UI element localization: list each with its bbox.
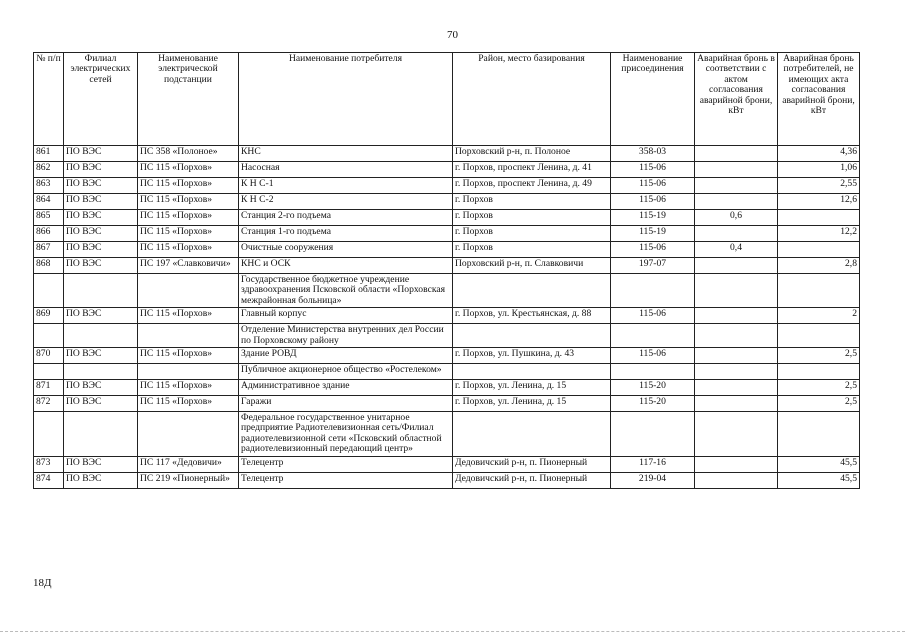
cell-without-act: 2,5	[778, 380, 860, 396]
cell-consumer: К Н С-1	[239, 178, 453, 194]
cell-without-act: 2,55	[778, 178, 860, 194]
cell-with-act	[695, 348, 778, 364]
cell-num: 869	[34, 308, 64, 324]
table-row	[34, 162, 860, 178]
cell-without-act: 2,8	[778, 258, 860, 274]
cell-district: г. Порхов	[453, 226, 611, 242]
cell-branch	[64, 324, 138, 348]
table-row	[34, 210, 860, 226]
table-header-row	[34, 53, 860, 146]
cell-consumer: КНС	[239, 146, 453, 162]
table-row	[34, 412, 860, 457]
cell-substation: ПС 197 «Славковичи»	[138, 258, 239, 274]
cell-num: 872	[34, 396, 64, 412]
cell-connection: 197-07	[611, 258, 695, 274]
cell-substation	[138, 324, 239, 348]
cell-branch: ПО ВЭС	[64, 258, 138, 274]
cell-without-act: 12,6	[778, 194, 860, 210]
cell-connection: 115-19	[611, 210, 695, 226]
cell-branch: ПО ВЭС	[64, 380, 138, 396]
cell-num: 863	[34, 178, 64, 194]
cell-substation: ПС 115 «Порхов»	[138, 396, 239, 412]
cell-substation: ПС 358 «Полоное»	[138, 146, 239, 162]
header-connection: Наименование присоединения	[611, 53, 695, 146]
cell-with-act	[695, 308, 778, 324]
header-with-act: Аварийная бронь в соответствии с актом согласования аварийной брони, кВт	[695, 53, 778, 146]
cell-substation: ПС 115 «Порхов»	[138, 194, 239, 210]
cell-district	[453, 412, 611, 457]
cell-district: г. Порхов, ул. Ленина, д. 15	[453, 380, 611, 396]
cell-with-act	[695, 162, 778, 178]
cell-district: г. Порхов	[453, 242, 611, 258]
cell-district: г. Порхов	[453, 210, 611, 226]
cell-with-act	[695, 194, 778, 210]
cell-connection: 115-06	[611, 162, 695, 178]
cell-consumer: Станция 1-го подъема	[239, 226, 453, 242]
cell-substation: ПС 115 «Порхов»	[138, 348, 239, 364]
cell-without-act	[778, 412, 860, 457]
cell-with-act	[695, 472, 778, 488]
cell-district: Дедовичский р-н, п. Пионерный	[453, 456, 611, 472]
cell-consumer: КНС и ОСК	[239, 258, 453, 274]
cell-branch: ПО ВЭС	[64, 226, 138, 242]
table-body	[34, 146, 860, 489]
cell-consumer: Очистные сооружения	[239, 242, 453, 258]
cell-district: г. Порхов	[453, 194, 611, 210]
cell-consumer: Телецентр	[239, 456, 453, 472]
cell-with-act	[695, 226, 778, 242]
header-branch: Филиал электрических сетей	[64, 53, 138, 146]
cell-connection	[611, 364, 695, 380]
cell-without-act	[778, 274, 860, 308]
cell-num: 874	[34, 472, 64, 488]
header-substation: Наименование электрической подстанции	[138, 53, 239, 146]
table-row	[34, 472, 860, 488]
table-row	[34, 178, 860, 194]
cell-without-act: 1,06	[778, 162, 860, 178]
cell-substation: ПС 115 «Порхов»	[138, 226, 239, 242]
cell-without-act	[778, 364, 860, 380]
header-without-act: Аварийная бронь потребителей, не имеющих акта согласования аварийной брони, кВт	[778, 53, 860, 146]
cell-with-act	[695, 178, 778, 194]
table-row	[34, 348, 860, 364]
cell-branch: ПО ВЭС	[64, 308, 138, 324]
cell-connection: 115-20	[611, 380, 695, 396]
scan-edge-line	[0, 631, 905, 633]
cell-consumer: Государственное бюджетное учреждение здравоохранения Псковской области «Порховская межрайонная больница»	[239, 274, 453, 308]
header-district: Район, место базирования	[453, 53, 611, 146]
cell-substation: ПС 115 «Порхов»	[138, 178, 239, 194]
cell-branch: ПО ВЭС	[64, 210, 138, 226]
table-row	[34, 194, 860, 210]
cell-num: 861	[34, 146, 64, 162]
cell-district: г. Порхов, ул. Ленина, д. 15	[453, 396, 611, 412]
cell-branch: ПО ВЭС	[64, 242, 138, 258]
emergency-reserve-table	[33, 52, 860, 489]
cell-with-act	[695, 364, 778, 380]
cell-with-act	[695, 274, 778, 308]
cell-connection: 115-06	[611, 308, 695, 324]
cell-without-act: 2,5	[778, 396, 860, 412]
cell-substation: ПС 115 «Порхов»	[138, 242, 239, 258]
footer-code: 18Д	[33, 577, 52, 589]
cell-without-act	[778, 210, 860, 226]
cell-num: 871	[34, 380, 64, 396]
cell-district: г. Порхов, проспект Ленина, д. 41	[453, 162, 611, 178]
cell-consumer: Федеральное государственное унитарное предприятие Радиотелевизионная сеть/Филиал радиотелевизионной сети «Псковский областной радиотелевизионный передающий центр»	[239, 412, 453, 457]
table-row	[34, 258, 860, 274]
cell-num: 864	[34, 194, 64, 210]
cell-district: Порховский р-н, п. Полоное	[453, 146, 611, 162]
cell-connection	[611, 324, 695, 348]
cell-branch: ПО ВЭС	[64, 348, 138, 364]
cell-district	[453, 324, 611, 348]
cell-consumer: Станция 2-го подъема	[239, 210, 453, 226]
cell-substation: ПС 115 «Порхов»	[138, 380, 239, 396]
cell-num: 862	[34, 162, 64, 178]
cell-branch: ПО ВЭС	[64, 178, 138, 194]
cell-consumer: Главный корпус	[239, 308, 453, 324]
cell-with-act	[695, 456, 778, 472]
cell-connection: 115-06	[611, 348, 695, 364]
cell-with-act	[695, 380, 778, 396]
cell-num	[34, 324, 64, 348]
cell-without-act: 45,5	[778, 456, 860, 472]
cell-with-act	[695, 146, 778, 162]
cell-num: 870	[34, 348, 64, 364]
cell-connection: 358-03	[611, 146, 695, 162]
cell-branch	[64, 274, 138, 308]
cell-without-act	[778, 242, 860, 258]
cell-district: Дедовичский р-н, п. Пионерный	[453, 472, 611, 488]
cell-with-act	[695, 324, 778, 348]
cell-consumer: К Н С-2	[239, 194, 453, 210]
cell-substation	[138, 274, 239, 308]
cell-substation	[138, 412, 239, 457]
cell-district: г. Порхов, ул. Крестьянская, д. 88	[453, 308, 611, 324]
cell-num: 873	[34, 456, 64, 472]
cell-num: 868	[34, 258, 64, 274]
cell-consumer: Насосная	[239, 162, 453, 178]
header-consumer: Наименование потребителя	[239, 53, 453, 146]
cell-consumer: Отделение Министерства внутренних дел России по Порховскому району	[239, 324, 453, 348]
table-row	[34, 364, 860, 380]
cell-without-act	[778, 324, 860, 348]
table-row	[34, 308, 860, 324]
cell-branch: ПО ВЭС	[64, 146, 138, 162]
cell-district: Порховский р-н, п. Славковичи	[453, 258, 611, 274]
cell-num: 866	[34, 226, 64, 242]
table-row	[34, 396, 860, 412]
cell-connection: 115-06	[611, 178, 695, 194]
cell-num: 865	[34, 210, 64, 226]
cell-connection: 117-16	[611, 456, 695, 472]
cell-without-act: 2	[778, 308, 860, 324]
table-row	[34, 456, 860, 472]
cell-substation: ПС 117 «Дедовичи»	[138, 456, 239, 472]
table-row	[34, 380, 860, 396]
cell-connection: 115-06	[611, 242, 695, 258]
cell-num: 867	[34, 242, 64, 258]
cell-consumer: Телецентр	[239, 472, 453, 488]
cell-branch: ПО ВЭС	[64, 194, 138, 210]
cell-with-act	[695, 396, 778, 412]
page-number: 70	[447, 29, 458, 41]
cell-district	[453, 274, 611, 308]
cell-branch: ПО ВЭС	[64, 162, 138, 178]
cell-without-act: 4,36	[778, 146, 860, 162]
cell-num	[34, 274, 64, 308]
table-row	[34, 146, 860, 162]
cell-with-act	[695, 258, 778, 274]
cell-substation: ПС 115 «Порхов»	[138, 162, 239, 178]
cell-connection: 219-04	[611, 472, 695, 488]
header-num: № п/п	[34, 53, 64, 146]
cell-with-act: 0,6	[695, 210, 778, 226]
cell-branch	[64, 364, 138, 380]
table-row	[34, 324, 860, 348]
cell-without-act: 2,5	[778, 348, 860, 364]
cell-substation: ПС 115 «Порхов»	[138, 210, 239, 226]
cell-connection	[611, 274, 695, 308]
cell-connection: 115-20	[611, 396, 695, 412]
cell-branch	[64, 412, 138, 457]
table-row	[34, 274, 860, 308]
table-row	[34, 242, 860, 258]
cell-district	[453, 364, 611, 380]
cell-without-act: 12,2	[778, 226, 860, 242]
cell-with-act	[695, 412, 778, 457]
cell-branch: ПО ВЭС	[64, 456, 138, 472]
cell-substation: ПС 115 «Порхов»	[138, 308, 239, 324]
cell-consumer: Гаражи	[239, 396, 453, 412]
cell-branch: ПО ВЭС	[64, 472, 138, 488]
cell-consumer: Административное здание	[239, 380, 453, 396]
cell-consumer: Здание РОВД	[239, 348, 453, 364]
cell-connection	[611, 412, 695, 457]
cell-num	[34, 412, 64, 457]
table-row	[34, 226, 860, 242]
cell-without-act: 45,5	[778, 472, 860, 488]
cell-district: г. Порхов, проспект Ленина, д. 49	[453, 178, 611, 194]
cell-connection: 115-06	[611, 194, 695, 210]
cell-district: г. Порхов, ул. Пушкина, д. 43	[453, 348, 611, 364]
cell-substation: ПС 219 «Пионерный»	[138, 472, 239, 488]
cell-num	[34, 364, 64, 380]
cell-branch: ПО ВЭС	[64, 396, 138, 412]
cell-consumer: Публичное акционерное общество «Ростелеком»	[239, 364, 453, 380]
cell-connection: 115-19	[611, 226, 695, 242]
cell-substation	[138, 364, 239, 380]
cell-with-act: 0,4	[695, 242, 778, 258]
